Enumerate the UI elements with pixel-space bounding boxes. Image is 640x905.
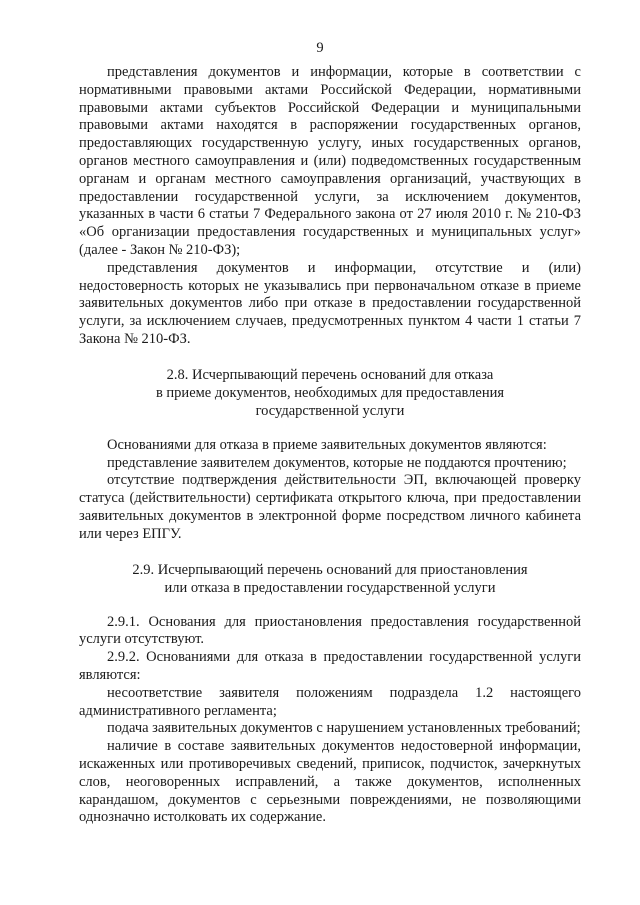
paragraph-applicant-mismatch: несоответствие заявителя положениям подраздела 1.2 настоящего административного регламента; bbox=[79, 684, 581, 719]
paragraph-grounds-refusal-intro: Основаниями для отказа в приеме заявительных документов являются: bbox=[107, 436, 547, 453]
document-body bbox=[79, 64, 581, 827]
paragraph-signature-verification: отсутствие подтверждения действительности ЭП, включающей проверку статуса (действительности) сертификата открытого ключа, при предоставлении заявительных документов в электронной форме посредством личного кабинета или через ЕПГУ. bbox=[79, 472, 581, 542]
heading-line: 2.8. Исчерпывающий перечень оснований для отказа bbox=[166, 366, 494, 383]
section-heading-2-9 bbox=[79, 561, 581, 597]
heading-line: или отказа в предоставлении государственной услуги bbox=[164, 579, 496, 596]
paragraph-requirements-violation: подача заявительных документов с нарушением установленных требований; bbox=[107, 720, 581, 737]
heading-line: 2.9. Исчерпывающий перечень оснований для приостановления bbox=[132, 561, 528, 578]
paragraph-unreadable-documents: представление заявителем документов, которые не поддаются прочтению; bbox=[107, 454, 567, 471]
heading-line: в приеме документов, необходимых для предоставления bbox=[155, 384, 505, 401]
paragraph-documents-in-possession: представления документов и информации, которые в соответствии с нормативными правовыми актами Российской Федерации, нормативными правовыми актами субъектов Российской Федерации и муниципальными правовыми актами находятся в распоряжении государственных органов, предоставляющих государственную услугу, иных государственных органов, органов местного самоуправления и (или) подведомственных государственным органам и органам местного самоуправления организаций, участвующих в предоставлении государственной услуги, за исключением документов, указанных в части 6 статьи 7 Федерального закона от 27 июля 2010 г. № 210-ФЗ «Об организации предоставления государственных и муниципальных услуг» (далее - Закон № 210-ФЗ); bbox=[79, 64, 581, 258]
paragraph-2-9-2: 2.9.2. Основаниями для отказа в предоставлении государственной услуги являются: bbox=[79, 649, 581, 683]
section-heading-2-8 bbox=[79, 366, 581, 420]
paragraph-documents-not-indicated: представления документов и информации, отсутствие и (или) недостоверность которых не указывались при первоначальном отказе в приеме заявительных документов либо при отказе в предоставлении государственной услуги, за исключением случаев, предусмотренных пунктом 4 части 1 статьи 7 Закона № 210-ФЗ. bbox=[79, 259, 581, 347]
heading-line: государственной услуги bbox=[255, 402, 405, 419]
paragraph-unreliable-information: наличие в составе заявительных документов недостоверной информации, искаженных или противоречивых сведений, приписок, подчисток, зачеркнутых слов, неоговоренных исправлений, а также документов, исполненных карандашом, документов с серьезными повреждениями, не позволяющими однозначно истолковать их содержание. bbox=[79, 738, 581, 826]
paragraph-2-9-1: 2.9.1. Основания для приостановления предоставления государственной услуги отсутствуют. bbox=[79, 613, 581, 648]
page-number: 9 bbox=[316, 40, 324, 56]
